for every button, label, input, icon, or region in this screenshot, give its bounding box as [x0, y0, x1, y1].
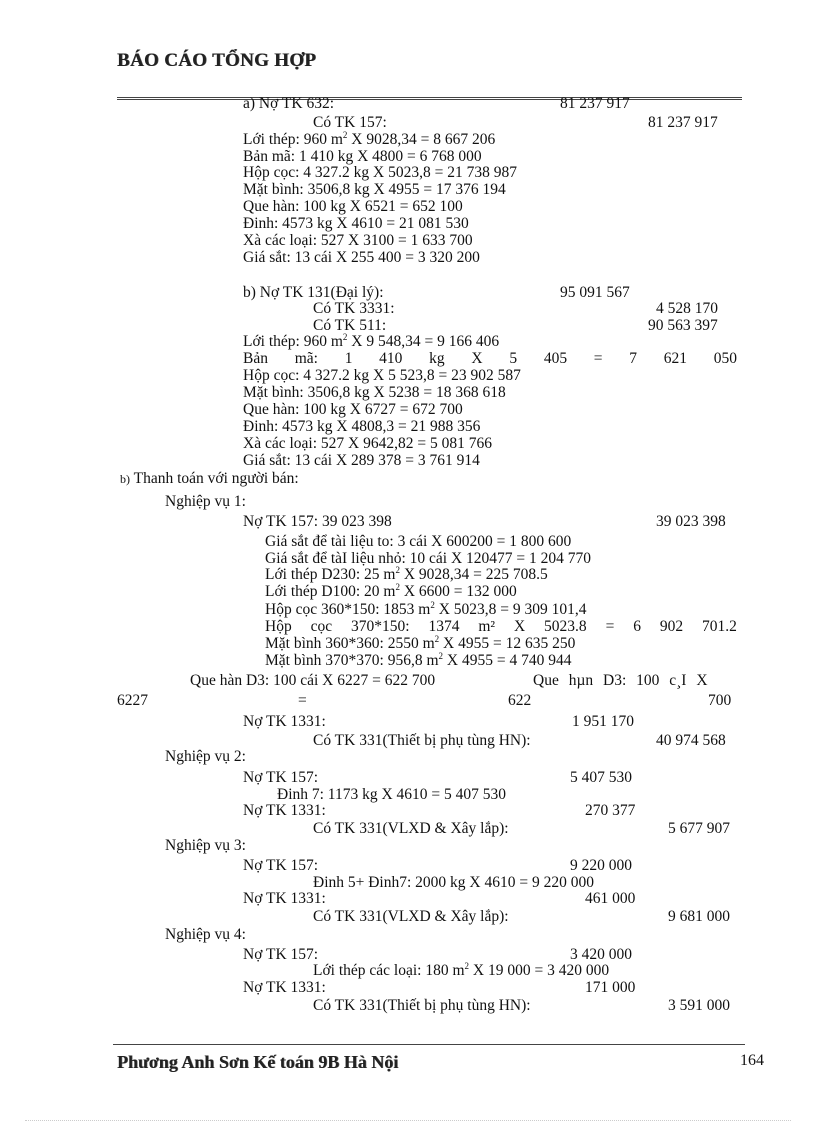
detail-line-justified: Hộp cọc 370*150: 1374 m² X 5023.8 = 6 902 701.2 [265, 618, 737, 635]
operation-heading-3: Nghiệp vụ 3: [165, 837, 246, 854]
entry-credit-3331-amount: 4 528 170 [656, 300, 718, 317]
section-heading-payment: b) Thanh toán với người bán: [120, 470, 299, 487]
entry-credit-331-amount: 9 681 000 [668, 908, 730, 925]
detail-line: Mặt bình: 3506,8 kg X 5238 = 18 368 618 [243, 384, 506, 401]
footer-rule [113, 1044, 745, 1045]
entry-debit-1331: Nợ TK 1331: [243, 979, 326, 996]
entry-credit-157-amount: 81 237 917 [648, 114, 718, 131]
entry-credit-331: Có TK 331(VLXD & Xây lắp): [313, 820, 509, 837]
detail-line: Mặt bình 360*360: 2550 $m^2$ X 4955 = 12 635 250 [265, 634, 576, 652]
entry-credit-157: Có TK 157: [313, 114, 387, 131]
detail-line: Que hàn D3: 100 cái X 6227 = 622 700 [190, 672, 436, 689]
detail-line: Lới thép: 960 $m^2$ X 9028,34 = 8 667 206 [243, 130, 496, 148]
detail-line: Mặt bình: 3506,8 kg X 4955 = 17 376 194 [243, 181, 506, 198]
entry-debit-632-amount: 81 237 917 [560, 95, 630, 112]
entry-debit-157: Nợ TK 157: [243, 857, 319, 874]
operation-heading-1: Nghiệp vụ 1: [165, 493, 246, 510]
detail-line: Đinh: 4573 kg X 4808,3 = 21 988 356 [243, 418, 481, 435]
entry-debit-157-amount: 5 407 530 [570, 769, 632, 786]
entry-credit-331: Có TK 331(VLXD & Xây lắp): [313, 908, 509, 925]
entry-debit-157-amount: 3 420 000 [570, 946, 632, 963]
entry-debit-1331-amount: 171 000 [585, 979, 636, 996]
detail-line: Que hàn: 100 kg X 6727 = 672 700 [243, 401, 463, 418]
entry-credit-331-amount: 5 677 907 [668, 820, 730, 837]
detail-line-duplicate: Que hµn D3: 100 c¸I X [533, 672, 708, 689]
entry-credit-511-amount: 90 563 397 [648, 317, 718, 334]
entry-debit-1331: Nợ TK 1331: [243, 713, 326, 730]
detail-line-wrap: = [298, 692, 307, 709]
detail-line: Xà các loại: 527 X 9642,82 = 5 081 766 [243, 435, 492, 452]
header-rule [117, 97, 742, 100]
entry-credit-331-amount: 40 974 568 [656, 732, 726, 749]
detail-line-wrap: 622 [508, 692, 532, 709]
detail-line: Giá sắt để tàI liệu nhỏ: 10 cái X 120477 = 1 204 770 [265, 550, 591, 567]
detail-line: Lới thép: 960 $m^2$ X 9 548,34 = 9 166 406 [243, 332, 500, 350]
detail-line: Giá sắt: 13 cái X 255 400 = 3 320 200 [243, 249, 480, 266]
report-header-title: BÁO CÁO TỔNG HỢP [117, 50, 317, 71]
operation-heading-2: Nghiệp vụ 2: [165, 748, 246, 765]
entry-debit-1331-amount: 1 951 170 [572, 713, 634, 730]
detail-line: Giá sắt để tài liệu to: 3 cái X 600200 = 1 800 600 [265, 533, 572, 550]
detail-line: Xà các loại: 527 X 3100 = 1 633 700 [243, 232, 473, 249]
footer-author: Phương Anh Sơn Kế toán 9B Hà Nội [117, 1052, 399, 1072]
detail-line: Lới thép D230: 25 $m^2$ X 9028,34 = 225 708.5 [265, 565, 548, 583]
entry-debit-131-amount: 95 091 567 [560, 284, 630, 301]
detail-line-justified: Bản mã: 1 410 kg X 5 405 = 7 621 050 [243, 350, 737, 367]
page-bottom-divider [25, 1120, 791, 1121]
entry-credit-511: Có TK 511: [313, 317, 387, 334]
detail-line: Hộp cọc: 4 327.2 kg X 5023,8 = 21 738 987 [243, 164, 517, 181]
entry-credit-331: Có TK 331(Thiết bị phụ tùng HN): [313, 732, 531, 749]
entry-debit-1331-amount: 270 377 [585, 802, 636, 819]
page-number: 164 [740, 1052, 764, 1069]
detail-line: Lới thép các loại: 180 $m^2$ X 19 000 = 3 420 000 [313, 961, 610, 979]
detail-line: Giá sắt: 13 cái X 289 378 = 3 761 914 [243, 452, 480, 469]
entry-debit-632: a) Nợ TK 632: [243, 95, 334, 112]
entry-debit-1331-amount: 461 000 [585, 890, 636, 907]
entry-credit-331-amount: 3 591 000 [668, 997, 730, 1014]
entry-debit-157: Nợ TK 157: 39 023 398 [243, 513, 392, 530]
entry-credit-3331: Có TK 3331: [313, 300, 395, 317]
entry-debit-157-amount: 9 220 000 [570, 857, 632, 874]
detail-line: Hộp cọc 360*150: 1853 $m^2$ X 5023,8 = 9 309 101,4 [265, 600, 587, 618]
entry-debit-1331: Nợ TK 1331: [243, 802, 326, 819]
entry-debit-157: Nợ TK 157: [243, 769, 319, 786]
detail-line: Bản mã: 1 410 kg X 4800 = 6 768 000 [243, 148, 482, 165]
entry-debit-131: b) Nợ TK 131(Đại lý): [243, 284, 384, 301]
detail-line: Đinh 5+ Đinh7: 2000 kg X 4610 = 9 220 000 [313, 874, 594, 891]
detail-line-wrap: 700 [708, 692, 732, 709]
operation-heading-4: Nghiệp vụ 4: [165, 926, 246, 943]
detail-line: Lới thép D100: 20 $m^2$ X 6600 = 132 000 [265, 582, 517, 600]
detail-line: Đinh: 4573 kg X 4610 = 21 081 530 [243, 215, 469, 232]
detail-line-wrap: 6227 [117, 692, 148, 709]
entry-credit-331: Có TK 331(Thiết bị phụ tùng HN): [313, 997, 531, 1014]
detail-line: Đinh 7: 1173 kg X 4610 = 5 407 530 [277, 786, 507, 803]
detail-line: Mặt bình 370*370: 956,8 $m^2$ X 4955 = 4 740 944 [265, 651, 572, 669]
entry-debit-157: Nợ TK 157: [243, 946, 319, 963]
detail-line: Que hàn: 100 kg X 6521 = 652 100 [243, 198, 463, 215]
entry-debit-157-amount: 39 023 398 [656, 513, 726, 530]
entry-debit-1331: Nợ TK 1331: [243, 890, 326, 907]
detail-line: Hộp cọc: 4 327.2 kg X 5 523,8 = 23 902 587 [243, 367, 521, 384]
